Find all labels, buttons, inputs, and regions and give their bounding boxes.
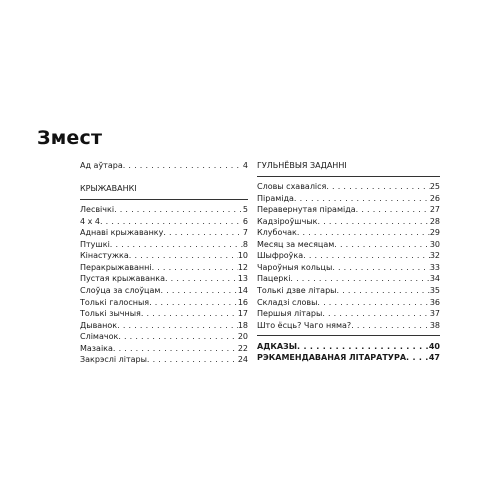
dot-leader [152,262,238,274]
toc-entry-page: 7 [242,228,248,238]
toc-list-game-tasks [257,181,440,331]
toc-entry-label: Што ёсць? Чаго няма? [257,320,352,330]
dot-leader [141,308,238,320]
toc-entry-label: Шыфроўка [257,251,304,261]
toc-entry[interactable] [257,227,440,239]
toc-entry-label: Складзі словы [257,297,318,307]
dot-leader [123,160,243,172]
dot-leader [406,352,429,364]
toc-left-column [80,160,248,366]
toc-entry-label: Закрэслі літары [80,355,147,365]
dot-leader [317,297,429,309]
section-divider [80,199,248,200]
toc-entry[interactable] [80,239,248,251]
toc-entry[interactable] [257,308,440,320]
toc-entry-label: Клубочак [257,228,297,238]
toc-entry-page: 38 [429,320,440,330]
toc-entry[interactable] [80,331,248,343]
toc-entry-label: Дыванок [80,320,118,330]
toc-entry-label: Толькі зычныя [80,309,141,319]
toc-entry-page: 33 [429,262,440,272]
toc-entry[interactable] [257,297,440,309]
dot-leader [163,227,243,239]
toc-entry-label: Словы схаваліся [257,182,327,192]
toc-entry-page: 12 [237,262,248,272]
toc-entry[interactable] [257,273,440,285]
toc-entry-page: 24 [237,355,248,365]
dot-leader [326,181,429,193]
dot-leader [160,285,237,297]
toc-entry-page: 27 [429,205,440,215]
toc-entry-answers[interactable] [257,341,440,353]
toc-entry-label: 4 x 4 [80,216,100,226]
toc-entry-page: 18 [237,320,248,330]
toc-entry-label: РЭКАМЕНДАВАНАЯ ЛІТАРАТУРА [257,353,407,363]
toc-entry-label: Чароўныя кольцы [257,262,333,272]
toc-entry-page: 4 [242,161,248,170]
toc-entry-label: Кінастужка [80,251,129,261]
dot-leader [318,216,430,228]
dot-leader [322,308,430,320]
toc-entry-page: 20 [237,332,248,342]
toc-entry-page: 8 [242,239,248,249]
toc-entry[interactable] [257,262,440,274]
toc-entry[interactable] [80,273,248,285]
toc-entry-page: 10 [237,251,248,261]
toc-entry[interactable] [257,250,440,262]
toc-entry[interactable] [80,343,248,355]
page-title: Змест [37,127,103,149]
toc-entry-page: 37 [429,309,440,319]
toc-entry-page: 25 [429,182,440,192]
toc-entry-label: АДКАЗЫ [257,341,298,351]
dot-leader [356,204,430,216]
toc-entry-label: Піраміда [257,193,294,203]
toc-entry-page: 28 [429,216,440,226]
toc-entry-label: Кадзіроўшчык [257,216,318,226]
dot-leader [303,250,430,262]
toc-entry[interactable] [80,262,248,274]
toc-entry-label: Аднаві крыжаванку [80,228,164,238]
toc-entry-page: 26 [429,193,440,203]
dot-leader [117,320,238,332]
dot-leader [351,320,430,332]
toc-entry-page: 5 [242,205,248,215]
toc-entry-label: Лесвічкі [80,205,115,215]
toc-entry-page: 34 [429,274,440,284]
dot-leader [165,273,238,285]
toc-entry-label: Птушкі [80,239,110,249]
toc-entry[interactable] [80,354,248,366]
toc-entry[interactable] [257,204,440,216]
toc-entry[interactable] [257,216,440,228]
toc-entry-label: Перакрыжаванні [80,262,152,272]
toc-entry-page: 6 [242,216,248,226]
dot-leader [147,354,238,366]
toc-entry-label: Толькі галосныя [80,297,150,307]
toc-entry-literature[interactable] [257,352,440,364]
toc-entry-label: Мазаіка [80,343,113,353]
toc-entry-page: 30 [429,239,440,249]
toc-entry-page: 14 [237,285,248,295]
dot-leader [297,227,430,239]
toc-entry-page: 16 [237,297,248,307]
toc-entry-label: Пацеркі [257,274,291,284]
toc-entry[interactable] [80,297,248,309]
toc-entry[interactable] [80,308,248,320]
toc-entry-page: 32 [429,251,440,261]
toc-entry-page: 40 [428,341,440,351]
dot-leader [113,343,238,355]
dot-leader [332,262,430,274]
toc-entry-label: Перавернутая піраміда [257,205,356,215]
toc-entry[interactable] [257,320,440,332]
dot-leader [149,297,238,309]
toc-right-column [257,160,440,364]
dot-leader [114,204,243,216]
dot-leader [110,239,243,251]
toc-entry-label: Толькі дзве літары [257,285,337,295]
toc-entry-page: 17 [237,309,248,319]
toc-entry-label: Слімачок [80,332,119,342]
section-title-crosswords: КРЫЖАВАНКІ [80,184,137,194]
toc-entry-page: 13 [237,274,248,284]
dot-leader [129,250,238,262]
toc-entry-label: Слоўца за слоўцам [80,285,161,295]
toc-entry-page: 36 [429,297,440,307]
dot-leader [297,341,429,353]
section-divider [257,176,440,177]
toc-entry[interactable] [257,285,440,297]
dot-leader [336,285,429,297]
toc-entry[interactable] [257,181,440,193]
dot-leader [290,273,429,285]
section-divider [257,335,440,336]
dot-leader [100,216,243,228]
toc-entry[interactable] [80,285,248,297]
toc-entry[interactable] [80,320,248,332]
toc-entry-page: 47 [428,353,440,363]
toc-entry[interactable] [80,250,248,262]
toc-entry-label: Ад аўтара [80,161,123,170]
toc-entry-label: Першыя літары [257,309,323,319]
dot-leader [294,193,430,205]
dot-leader [334,239,430,251]
toc-entry-page: 22 [237,343,248,353]
toc-entry-label: Пустая крыжаванка [80,274,165,284]
toc-entry-page: 29 [429,228,440,238]
toc-entry-intro[interactable] [80,160,248,172]
toc-entry[interactable] [80,216,248,228]
toc-entry[interactable] [257,193,440,205]
toc-list-crosswords [80,204,248,366]
toc-entry[interactable] [257,239,440,251]
section-title-game-tasks: ГУЛЬНЁВЫЯ ЗАДАННІ [257,161,347,170]
toc-entry[interactable] [80,227,248,239]
toc-entry-label: Месяц за месяцам [257,239,335,249]
toc-entry-page: 35 [429,285,440,295]
toc-entry[interactable] [80,204,248,216]
dot-leader [118,331,238,343]
